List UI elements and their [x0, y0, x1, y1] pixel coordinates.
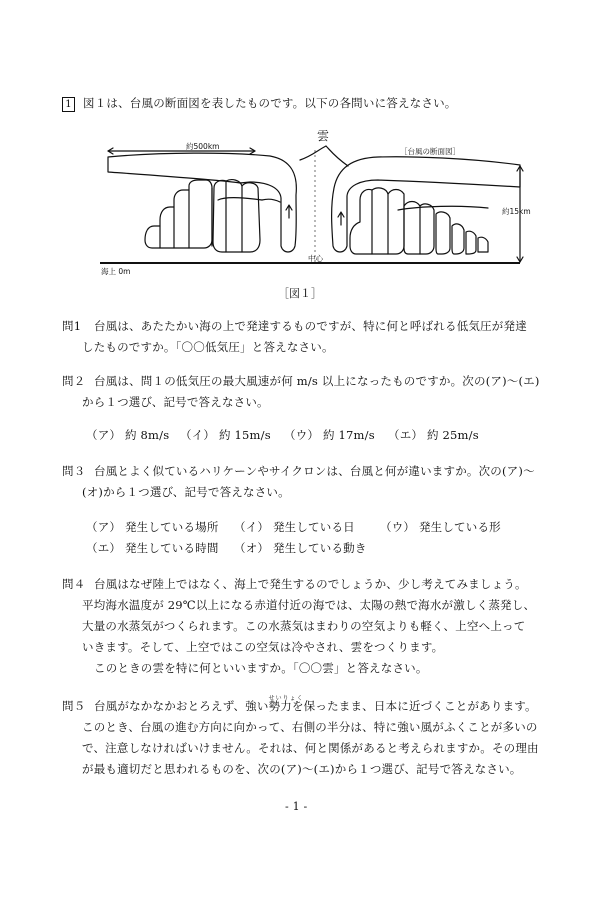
- height-label: 約15km: [502, 207, 531, 216]
- q5-line-1-before: 台風がなかなかおとろえず、強い: [94, 699, 269, 713]
- q2-line-2: から１つ選び、記号で答えなさい。: [82, 395, 269, 409]
- q4-line-1: 台風はなぜ陸上ではなく、海上で発生するのでしょうか、少し考えてみましょう。: [94, 577, 527, 591]
- q3-option-e: （エ） 発生している時間: [86, 541, 219, 555]
- q2-number: 問２: [62, 374, 86, 388]
- q5-ruby-reading: せいりょく: [268, 695, 304, 702]
- cloud-label: 雲: [317, 129, 330, 143]
- cloud-pointer-line-left: [300, 146, 326, 160]
- sea-level-label: 海上 0m: [101, 267, 131, 276]
- q4-number: 問４: [62, 577, 86, 591]
- q5-line-4: が最も適切だと思われるものを、次の(ア)～(エ)から１つ選び、記号で答えなさい。: [82, 762, 522, 776]
- right-cloud-towers: [350, 188, 404, 254]
- q2-line-1: 台風は、問１の低気圧の最大風速が何 m/s 以上になったものですか。次の(ア)～(エ): [94, 374, 540, 388]
- q2-option-i: （イ） 約 15m/s: [180, 428, 271, 442]
- q1-line-1: 台風は、あたたかい海の上で発達するものですが、特に何と呼ばれる低気圧が発達: [94, 319, 527, 333]
- question-number-box: 1: [62, 97, 75, 112]
- left-cloud-towers: [145, 180, 212, 248]
- figure-caption: ［図１］: [278, 287, 322, 300]
- q3-number: 問３: [62, 464, 86, 478]
- cross-section-label: ［台風の断面図］: [400, 147, 460, 156]
- q4-line-5: このときの雲を特に何といいますか。「〇〇雲」と答えなさい。: [94, 661, 428, 675]
- q5-number: 問５: [62, 699, 86, 713]
- q2-option-e: （エ） 約 25m/s: [388, 428, 479, 442]
- q1-number: 問1: [62, 319, 82, 333]
- q5-ruby-base: 勢力: [268, 699, 292, 713]
- q3-option-a: （ア） 発生している場所: [86, 520, 219, 534]
- q4-line-2: 平均海水温度が 29℃以上になる赤道付近の海では、太陽の熱で海水が激しく蒸発し、: [82, 598, 536, 612]
- q5-line-1-after: を保ったまま、日本に近づくことがあります。: [291, 699, 537, 713]
- center-label: 中心: [308, 254, 323, 263]
- width-label: 約500km: [186, 142, 220, 151]
- q1-line-2: したものですか。「〇〇低気圧」と答えなさい。: [82, 340, 334, 354]
- q2-option-u: （ウ） 約 17m/s: [284, 428, 375, 442]
- q4-line-3: 大量の水蒸気がつくられます。この水蒸気はまわりの空気よりも軽く、上空へ上って: [82, 619, 526, 633]
- q2-option-a: （ア） 約 8m/s: [86, 428, 170, 442]
- q5-line-2: このとき、台風の進む方向に向かって、右側の半分は、特に強い風がふくことが多いの: [82, 720, 538, 734]
- q3-line-2: (オ)から１つ選び、記号で答えなさい。: [82, 485, 290, 499]
- q3-option-o: （オ） 発生している動き: [234, 541, 367, 555]
- q5-ruby-word: [268, 695, 304, 714]
- instruction-text: 図１は、台風の断面図を表したものです。以下の各問いに答えなさい。: [83, 96, 457, 110]
- q5-line-1: [94, 695, 537, 714]
- q3-line-1: 台風とよく似ているハリケーンやサイクロンは、台風と何が違いますか。次の(ア)～: [94, 464, 535, 478]
- q3-option-i: （イ） 発生している日: [234, 520, 355, 534]
- q4-line-4: いきます。そして、上空ではこの空気は冷やされ、雲をつくります。: [82, 640, 444, 654]
- left-cloud-outline: [108, 153, 296, 252]
- q5-line-3: で、注意しなければいけません。それは、何と関係があると考えられますか。その理由: [82, 741, 539, 755]
- right-small-towers: [404, 202, 434, 255]
- cloud-pointer-line: [326, 146, 348, 166]
- left-central-towers: [213, 180, 260, 252]
- q3-option-u: （ウ） 発生している形: [380, 520, 501, 534]
- page-number: - 1 -: [285, 800, 308, 813]
